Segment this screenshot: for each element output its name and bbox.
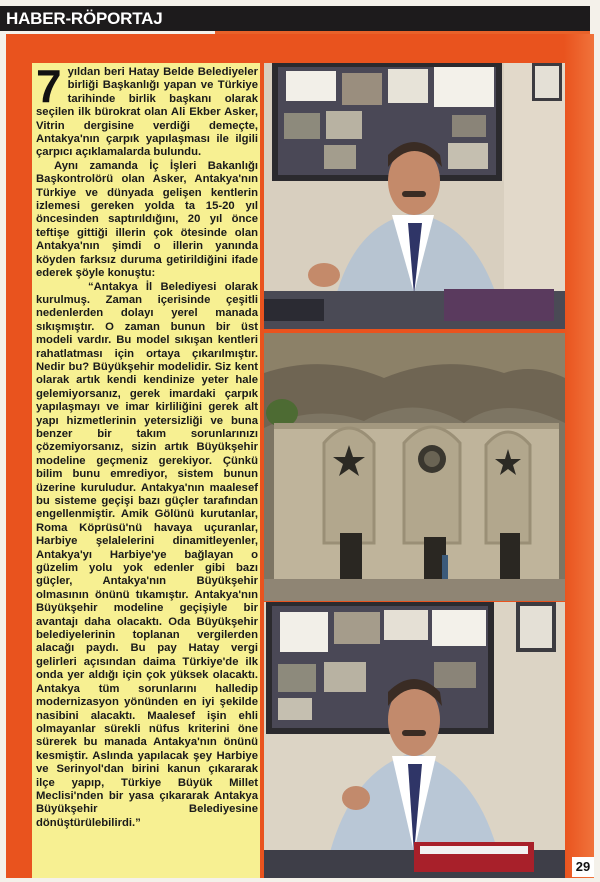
paragraph-1-text: yıldan beri Hatay Belde Belediyeler birliği Başkanlığı yapan ve Türkiye tarihinde birlik başkanı olarak seçilen ilk bürokrat olan Ali Ekber Asker, Vitrin dergisine verdiği demeçte, Antakya'nın çarpık yapılaşması ile ilgili çarpıcı açıklamalarda bulundu.	[36, 66, 258, 159]
article-text	[36, 60, 258, 830]
article-paragraph-2: Aynı zamanda İç İşleri Bakanlığı Başkontrolörü olan Asker, Antakya'nın Türkiye ve dünyada gelişen kentlerin izlemesi gereken yolda ta 15-20 yıl öncesinden saptırıldığını, 20 yıl önce teftişe gittiği illerin çok ötesinde olan Antakya'nın şimdi o illerin yanında köyden farksız duruma getirildiğini ifade ederek şöyle konuştu:	[36, 159, 258, 280]
article-paragraph-1	[36, 60, 258, 160]
header	[0, 0, 600, 34]
article-paragraph-3: “Antakya İl Belediyesi olarak kurulmuş. Zaman içerisinde çeşitli nedenlerden dolayı yerel manada sıkışmıştır. O zaman bunun bir üst modeli vardır. Bu model sıkışan kentleri rahatlatması için ortaya çıkarılmıştır. Nedir bu? Büyükşehir modelidir. Siz kent olarak artık kendi kendinize yeter hale gelemiyorsanız, gerek imardaki çarpık yapılaşmayı ve imar kirliliğini gerek alt yapı hizmetlerinin yetersizliği ve buna benzer bir takım sorunlarınızı çözemiyorsanız, sizin artık Büyükşehir modeline geçmeniz gerekiyor. Çünkü bilim bunu emrediyor, sistem bunun üzerine kuruludur. Antakya'nın maalesef bu sisteme geçişi bazı güçler tarafından engellenmiştir. Amik Gölünü kurutanlar, Roma Köprüsü'nü havaya uçuranlar, Harbiye şelalelerini dinamitleyenler, Antakya'yı Harbiye'ye bağlayan o güzelim yolu yok edenler gibi bazı güçler, Antakya'nın Büyükşehir olmasının önünü tıkamıştır. Antakya'nın Büyükşehir modeline geçişiyle bir avantajı daha olacaktı. Oda Büyükşehir belediyelerinin toplanan vergilerden alacağı paydı. Bu pay Hatay vergi gelirleri açısından daima Türkiye'de ilk onda yer aldığı için çok yüksek olacaktı. Antakya tüm sorunlarını halledip modernizasyon yönünden en iyi şekilde nasibini alacaktı. Maalesef işin ehli olmayanlar sürekli nüfus kriterini öne sürerek bu manada Antakya'nın önünü kesmiştir. Aslında yapılacak şey Harbiye ve Serinyol'dan birini kanun çıkararak ilçe yapıp, Türkiye Büyük Millet Meclisi'nden bir yasa çıkararak Antakya Büyükşehir Belediyesine dönüştürülebilirdi.”	[36, 280, 258, 829]
drop-cap: 7	[36, 60, 62, 112]
interview-photo-top	[264, 63, 565, 329]
frame-edge	[564, 34, 594, 878]
interview-photo-bottom	[264, 602, 565, 878]
interview-photo-top-image	[264, 63, 565, 329]
church-photo	[264, 333, 565, 601]
church-photo-image	[264, 333, 565, 601]
section-title: HABER-RÖPORTAJ	[6, 9, 163, 28]
page-number: 29	[572, 857, 594, 877]
interview-photo-bottom-image	[264, 602, 565, 878]
